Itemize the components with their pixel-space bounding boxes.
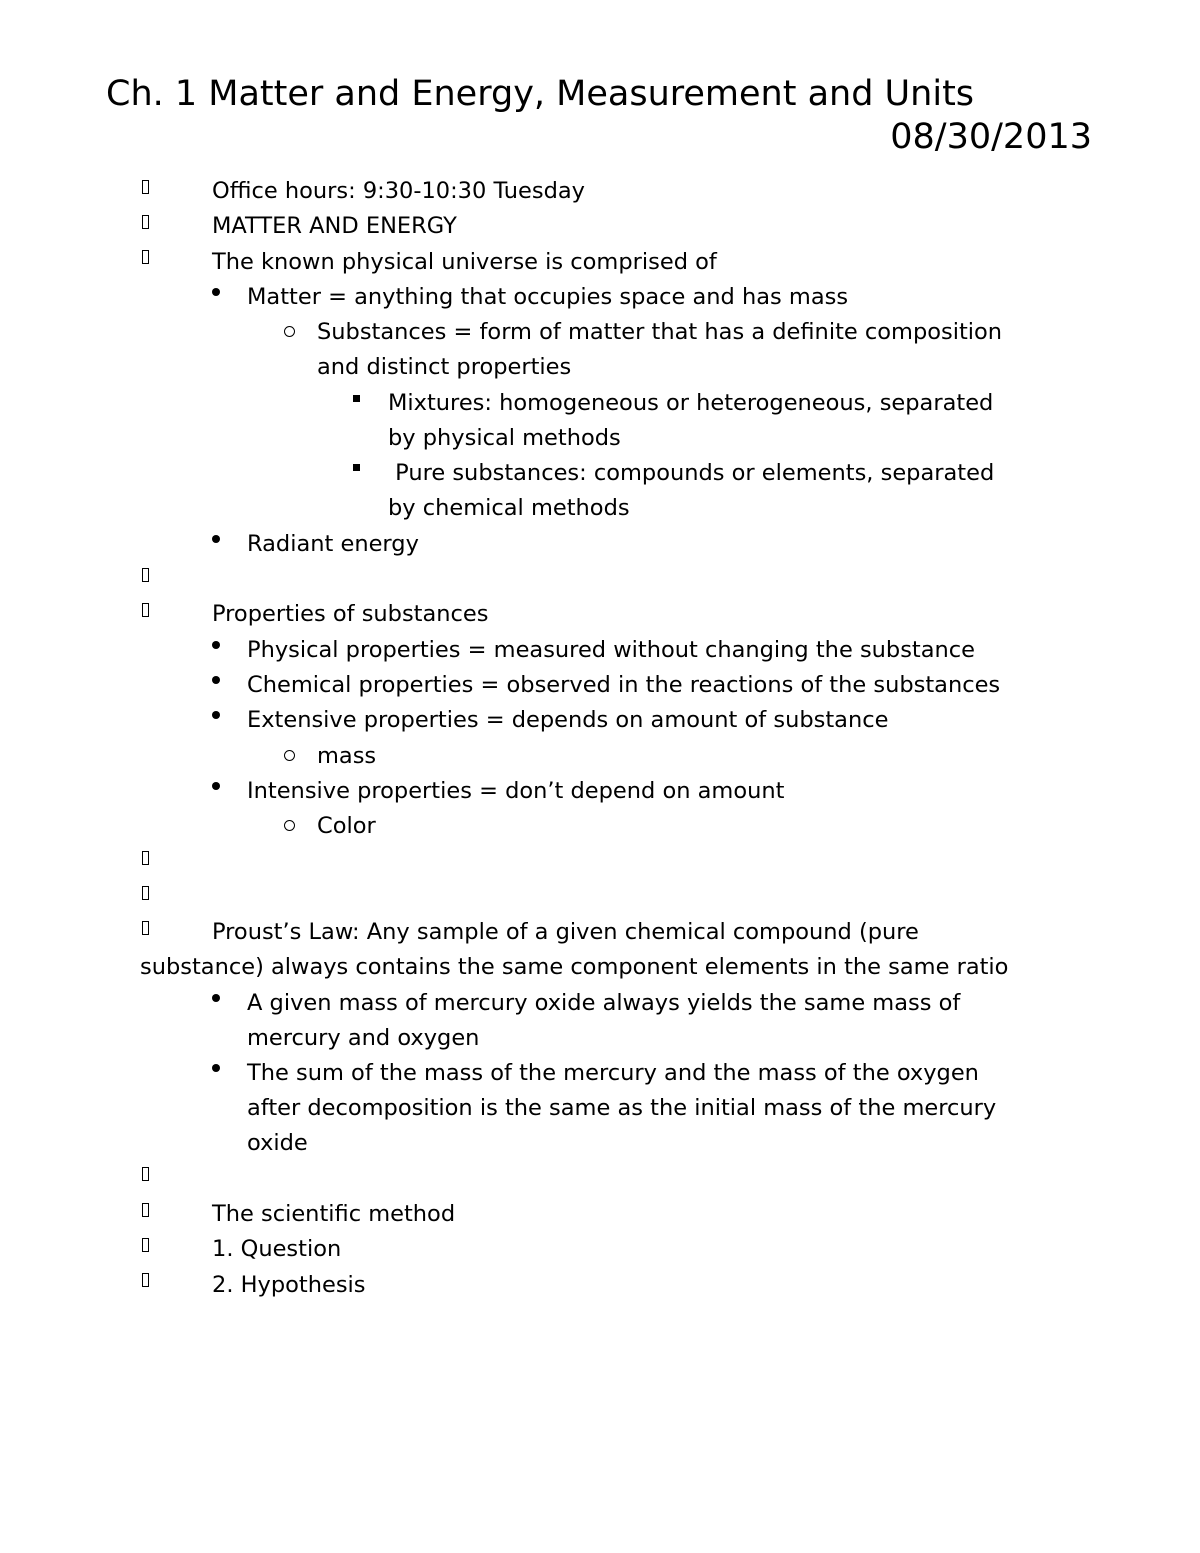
- note-line: The sum of the mass of the mercury and the mass of the oxygen: [247, 1060, 979, 1086]
- note-line: Physical properties = measured without changing the substance: [247, 637, 976, 663]
- checkbox-placeholder-icon: [142, 1273, 149, 1287]
- note-line: Extensive properties = depends on amount of substance: [247, 707, 889, 733]
- bullet-dot-icon: [212, 641, 220, 649]
- checkbox-placeholder-icon: [142, 568, 149, 582]
- bullet-square-icon: [353, 395, 360, 402]
- note-line: Substances = form of matter that has a definite composition: [317, 319, 1003, 345]
- bullet-circle-icon: [284, 750, 295, 761]
- note-line: MATTER AND ENERGY: [212, 213, 457, 239]
- document-title: Ch. 1 Matter and Energy, Measurement and Units: [106, 74, 975, 114]
- bullet-dot-icon: [212, 535, 220, 543]
- note-line: Pure substances: compounds or elements, separated: [388, 460, 995, 486]
- note-line: after decomposition is the same as the initial mass of the mercury: [247, 1095, 997, 1121]
- note-line: The known physical universe is comprised of: [212, 249, 717, 275]
- note-line: Intensive properties = don’t depend on amount: [247, 778, 785, 804]
- bullet-dot-icon: [212, 676, 220, 684]
- note-line: by physical methods: [388, 425, 621, 451]
- note-line: Office hours: 9:30-10:30 Tuesday: [212, 178, 585, 204]
- bullet-circle-icon: [284, 820, 295, 831]
- checkbox-placeholder-icon: [142, 215, 149, 229]
- checkbox-placeholder-icon: [142, 1203, 149, 1217]
- note-line: oxide: [247, 1130, 308, 1156]
- bullet-dot-icon: [212, 994, 220, 1002]
- note-line: and distinct properties: [317, 354, 572, 380]
- note-line: Chemical properties = observed in the reactions of the substances: [247, 672, 1001, 698]
- checkbox-placeholder-icon: [142, 1167, 149, 1181]
- note-line: by chemical methods: [388, 495, 630, 521]
- bullet-dot-icon: [212, 782, 220, 790]
- bullet-circle-icon: [284, 326, 295, 337]
- checkbox-placeholder-icon: [142, 603, 149, 617]
- note-line: mass: [317, 743, 377, 769]
- checkbox-placeholder-icon: [142, 886, 149, 900]
- note-line: mercury and oxygen: [247, 1025, 480, 1051]
- checkbox-placeholder-icon: [142, 250, 149, 264]
- note-line: 2. Hypothesis: [212, 1272, 366, 1298]
- bullet-dot-icon: [212, 711, 220, 719]
- note-line: 1. Question: [212, 1236, 342, 1262]
- note-line: Properties of substances: [212, 601, 489, 627]
- note-line: Color: [317, 813, 376, 839]
- note-line: substance) always contains the same component elements in the same ratio: [140, 954, 1009, 980]
- note-line: Matter = anything that occupies space and has mass: [247, 284, 849, 310]
- checkbox-placeholder-icon: [142, 851, 149, 865]
- note-line: Radiant energy: [247, 531, 419, 557]
- bullet-dot-icon: [212, 288, 220, 296]
- note-line: Mixtures: homogeneous or heterogeneous, separated: [388, 390, 994, 416]
- checkbox-placeholder-icon: [142, 921, 149, 935]
- bullet-square-icon: [353, 464, 360, 471]
- bullet-dot-icon: [212, 1064, 220, 1072]
- note-line: A given mass of mercury oxide always yields the same mass of: [247, 990, 961, 1016]
- note-line: The scientific method: [212, 1201, 456, 1227]
- checkbox-placeholder-icon: [142, 1238, 149, 1252]
- document-date: 08/30/2013: [890, 117, 1092, 157]
- checkbox-placeholder-icon: [142, 180, 149, 194]
- note-line: Proust’s Law: Any sample of a given chemical compound (pure: [212, 919, 919, 945]
